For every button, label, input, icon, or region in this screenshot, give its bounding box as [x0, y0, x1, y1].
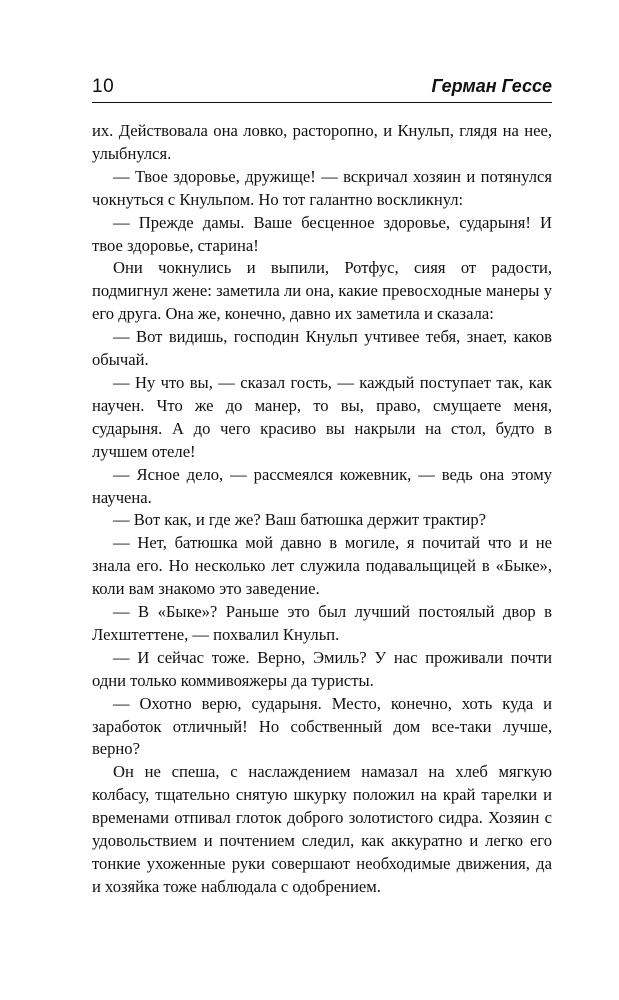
paragraph: — Вот как, и где же? Ваш батюшка держит трактир?	[113, 510, 487, 530]
paragraph: — Твое здоровье, дружище! — вскричал хозяин и потянулся чокнуться с Кнульпом. Но тот галантно воскликнул:	[92, 166, 552, 209]
paragraph: — Ясное дело, — рассмеялся кожевник, — ведь она этому научена.	[92, 464, 552, 507]
paragraph: — В «Быке»? Раньше это был лучший постоялый двор в Лехштеттене, — похвалил Кнульп.	[92, 602, 552, 644]
paragraph: — Охотно верю, сударыня. Место, конечно, хоть куда и заработок отличный! Но собственный дом все-таки лучше, верно?	[92, 693, 552, 759]
paragraph: — Прежде дамы. Ваше бесценное здоровье, сударыня! И твое здоровье, старина!	[92, 212, 552, 255]
page-number: 10	[92, 76, 115, 97]
paragraph: их. Действовала она ловко, расторопно, и Кнульп, глядя на нее, улыбнулся.	[92, 121, 552, 163]
paragraph: Он не спеша, с наслаждением намазал на хлеб мягкую колбасу, тщательно снятую шкурку положил на край тарелки и временами отпивал глоток доброго золотистого сидра. Хозяин с удовольствием и почтением следил, как аккуратно и легко его тонкие ухоженные руки совершают необходимые движения, да и хозяйка тоже наблюдала с одобрением.	[92, 762, 552, 896]
paragraph: — Ну что вы, — сказал гость, — каждый поступает так, как научен. Что же до манер, то вы, право, смущаете меня, сударыня. А до чего красиво вы накрыли на стол, будто в лучшем отеле!	[92, 372, 552, 461]
body-text	[92, 120, 552, 899]
paragraph: — И сейчас тоже. Верно, Эмиль? У нас проживали почти одни только коммивояжеры да туристы.	[92, 647, 552, 690]
running-title: Герман Гессе	[431, 76, 552, 96]
paragraph: — Вот видишь, господин Кнульп учтивее тебя, знает, каков обычай.	[92, 327, 552, 370]
paragraph: — Нет, батюшка мой давно в могиле, я почитай что и не знала его. Но несколько лет служила подавальщицей в «Быке», коли вам знакомо это заведение.	[92, 533, 552, 599]
page-header	[92, 72, 552, 103]
paragraph: Они чокнулись и выпили, Ротфус, сияя от радости, подмигнул жене: заметила ли она, какие превосходные манеры у его друга. Она же, конечно, давно их заметила и сказала:	[92, 258, 552, 324]
